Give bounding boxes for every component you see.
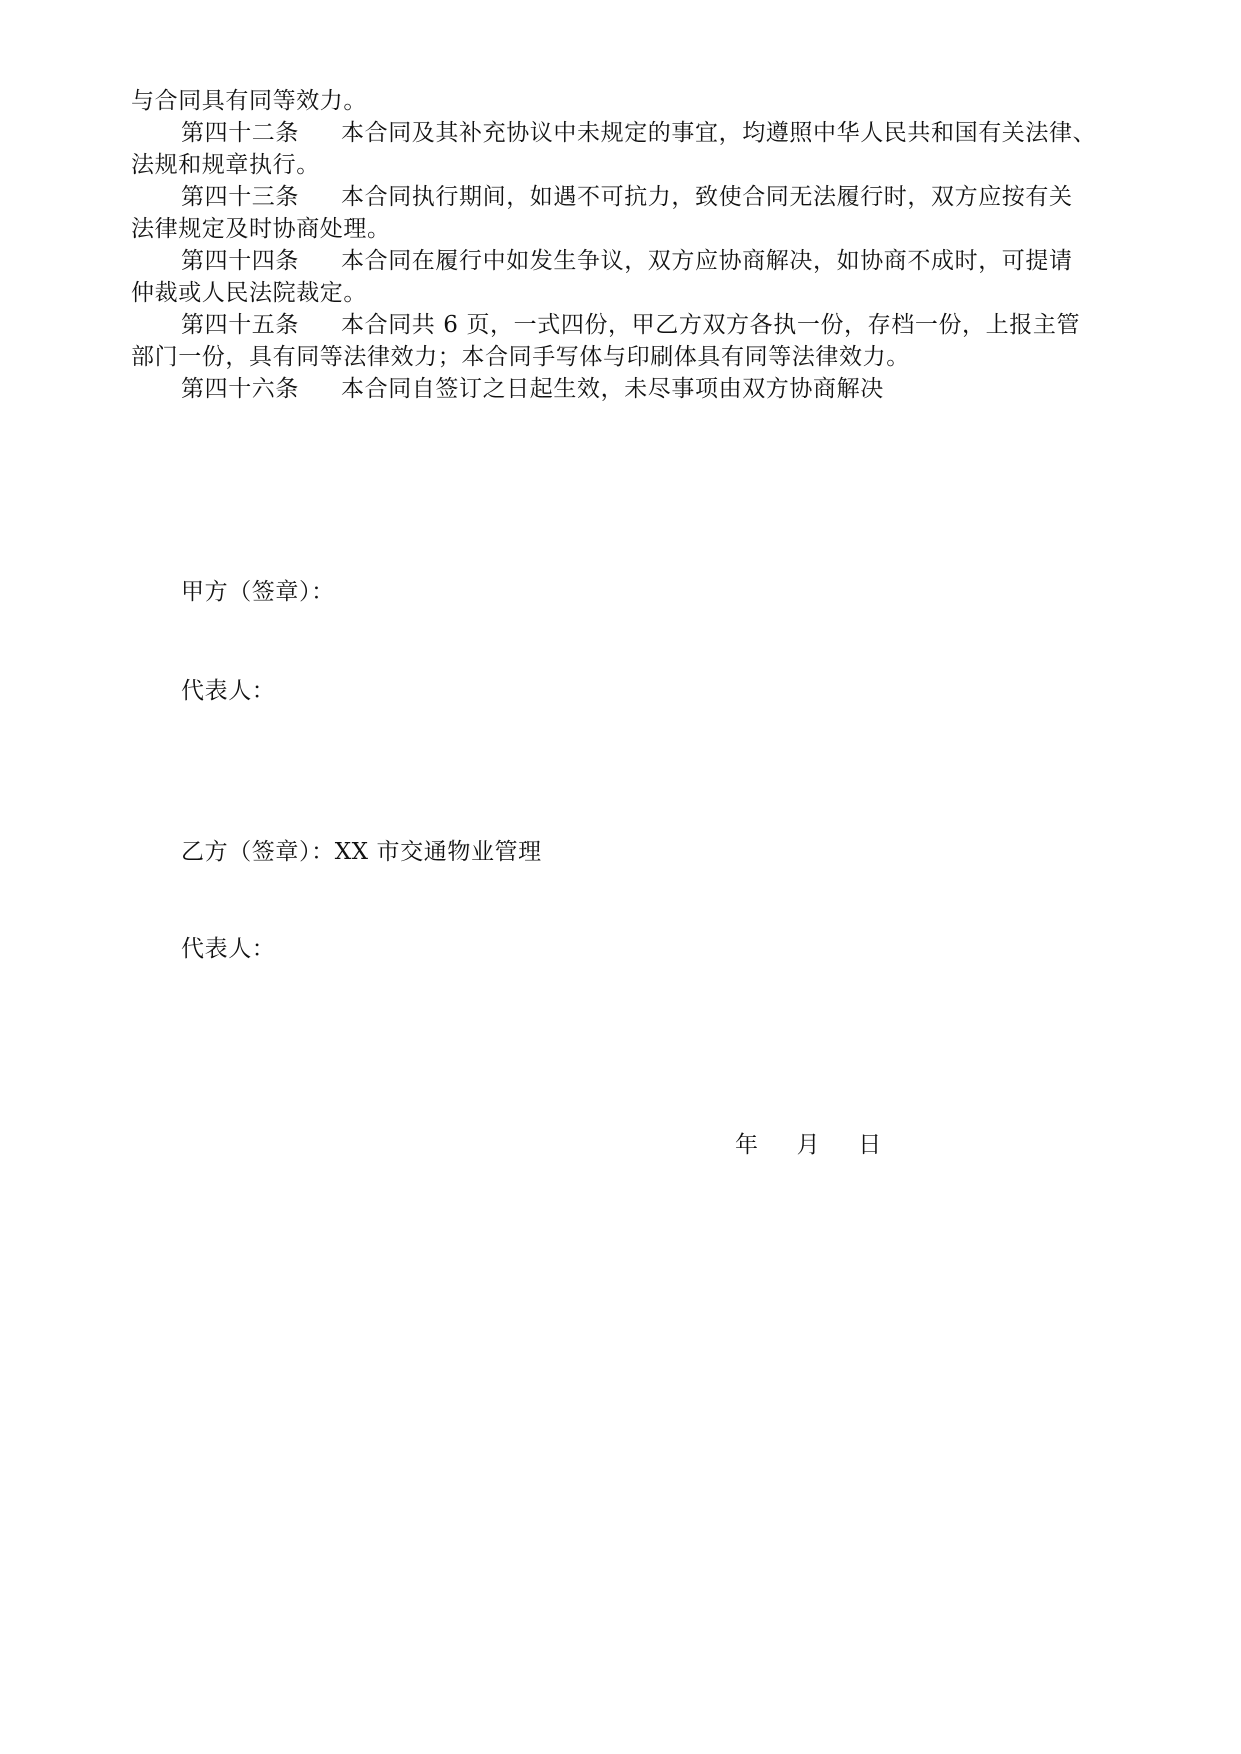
article-43-line-1 <box>181 181 1073 213</box>
date-day: 日 <box>858 1132 882 1158</box>
article-42-line-2: 法规和规章执行。 <box>131 152 320 178</box>
article-44-line-2: 仲裁或人民法院裁定。 <box>131 280 367 306</box>
signing-date <box>735 1129 882 1161</box>
date-month: 月 <box>796 1132 821 1158</box>
article-number: 第四十二条 <box>181 120 299 146</box>
party-a-signature: 甲方（签章）： <box>181 579 335 605</box>
article-46-line-1 <box>181 373 884 405</box>
article-44-line-1 <box>181 245 1073 277</box>
party-a-representative: 代表人： <box>181 678 276 704</box>
article-number: 第四十五条 <box>181 312 299 338</box>
article-43-line-2: 法律规定及时协商处理。 <box>131 216 391 242</box>
article-text: 本合同执行期间，如遇不可抗力，致使合同无法履行时，双方应按有关 <box>341 184 1073 210</box>
article-45-line-1 <box>181 309 1080 341</box>
article-45-line-2: 部门一份，具有同等法律效力；本合同手写体与印刷体具有同等法律效力。 <box>131 344 910 370</box>
article-42-line-1 <box>181 117 1096 149</box>
article-text: 本合同在履行中如发生争议，双方应协商解决，如协商不成时，可提请 <box>341 248 1073 274</box>
paragraph-continuation: 与合同具有同等效力。 <box>131 88 367 114</box>
article-number: 第四十四条 <box>181 248 299 274</box>
party-b-signature: 乙方（签章）：XX 市交通物业管理 <box>181 839 542 865</box>
party-b-representative: 代表人： <box>181 936 276 962</box>
article-text: 本合同及其补充协议中未规定的事宜，均遵照中华人民共和国有关法律、 <box>341 120 1097 146</box>
date-year: 年 <box>735 1132 759 1158</box>
article-number: 第四十三条 <box>181 184 299 210</box>
article-text: 本合同自签订之日起生效，未尽事项由双方协商解决 <box>341 376 884 402</box>
article-number: 第四十六条 <box>181 376 299 402</box>
article-text: 本合同共 6 页，一式四份，甲乙方双方各执一份，存档一份，上报主管 <box>341 312 1081 338</box>
